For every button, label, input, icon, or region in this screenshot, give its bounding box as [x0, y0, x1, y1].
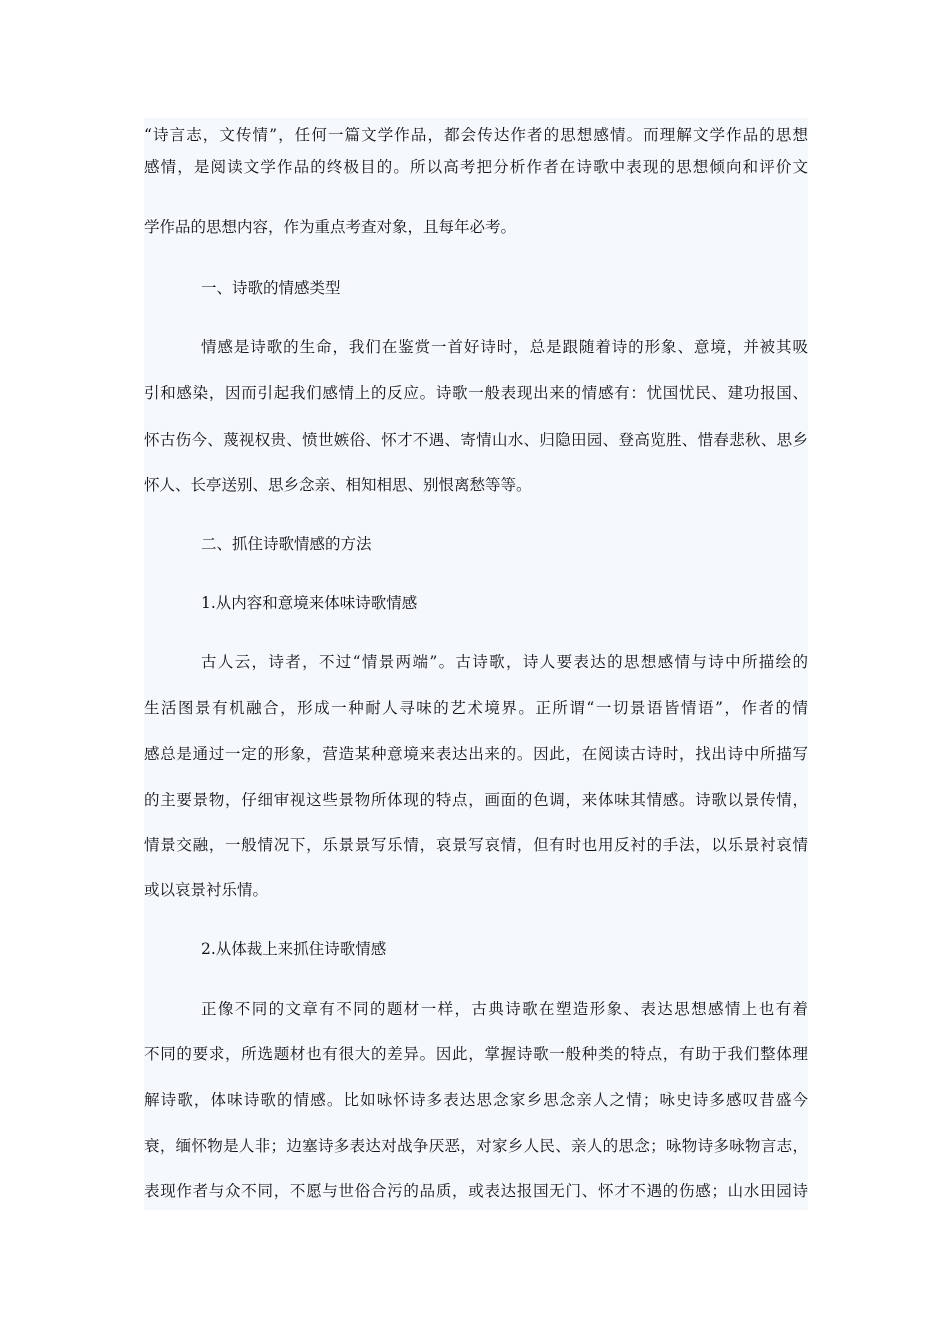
paragraph-line: 生活图景有机融合，形成一种耐人寻味的艺术境界。正所谓“一切景语皆情语”，作者的情: [144, 699, 808, 717]
paragraph-line: 情景交融，一般情况下，乐景景写乐情，哀景写哀情，但有时也用反衬的手法，以乐景衬哀情: [144, 836, 808, 854]
paragraph-line: 衰，缅怀物是人非；边塞诗多表达对战争厌恶，对家乡人民、亲人的思念；咏物诗多咏物言志，: [144, 1137, 808, 1155]
document-body: [144, 118, 808, 1210]
paragraph-line: 感情，是阅读文学作品的终极目的。所以高考把分析作者在诗歌中表现的思想倾向和评价文: [144, 158, 808, 176]
paragraph-line: “诗言志，文传情”，任何一篇文学作品，都会传达作者的思想感情。而理解文学作品的思想: [144, 126, 808, 144]
subsection-heading: 2.从体裁上来抓住诗歌情感: [201, 940, 387, 958]
paragraph-line: 的主要景物，仔细审视这些景物所体现的特点，画面的色调，来体味其情感。诗歌以景传情，: [144, 791, 808, 809]
paragraph-line: 学作品的思想内容，作为重点考查对象，且每年必考。: [144, 218, 517, 236]
paragraph-line: 情感是诗歌的生命，我们在鉴赏一首好诗时，总是跟随着诗的形象、意境，并被其吸: [201, 338, 808, 356]
paragraph-line: 表现作者与众不同，不愿与世俗合污的品质，或表达报国无门、怀才不遇的伤感；山水田园诗: [144, 1182, 808, 1200]
paragraph-line: 引和感染，因而引起我们感情上的反应。诗歌一般表现出来的情感有：忧国忧民、建功报国、: [144, 384, 808, 402]
paragraph-line: 正像不同的文章有不同的题材一样，古典诗歌在塑造形象、表达思想感情上也有着: [201, 1000, 808, 1018]
section-heading: 一、诗歌的情感类型: [201, 279, 341, 297]
paragraph-line: 感总是通过一定的形象，营造某种意境来表达出来的。因此，在阅读古诗时，找出诗中所描写: [144, 745, 808, 763]
subsection-heading: 1.从内容和意境来体味诗歌情感: [201, 594, 418, 612]
section-heading: 二、抓住诗歌情感的方法: [201, 535, 372, 553]
paragraph-line: 或以哀景衬乐情。: [144, 881, 269, 899]
paragraph-line: 怀人、长亭送别、思乡念亲、相知相思、别恨离愁等等。: [144, 476, 532, 494]
paragraph-line: 解诗歌，体味诗歌的情感。比如咏怀诗多表达思念家乡思念亲人之情；咏史诗多感叹昔盛今: [144, 1091, 808, 1109]
paragraph-line: 怀古伤今、蔑视权贵、愤世嫉俗、怀才不遇、寄情山水、归隐田园、登高览胜、惜春悲秋、思乡: [144, 431, 808, 449]
paragraph-line: 古人云，诗者，不过“情景两端”。古诗歌，诗人要表达的思想感情与诗中所描绘的: [201, 653, 808, 671]
paragraph-line: 不同的要求，所选题材也有很大的差异。因此，掌握诗歌一般种类的特点，有助于我们整体理: [144, 1045, 808, 1063]
